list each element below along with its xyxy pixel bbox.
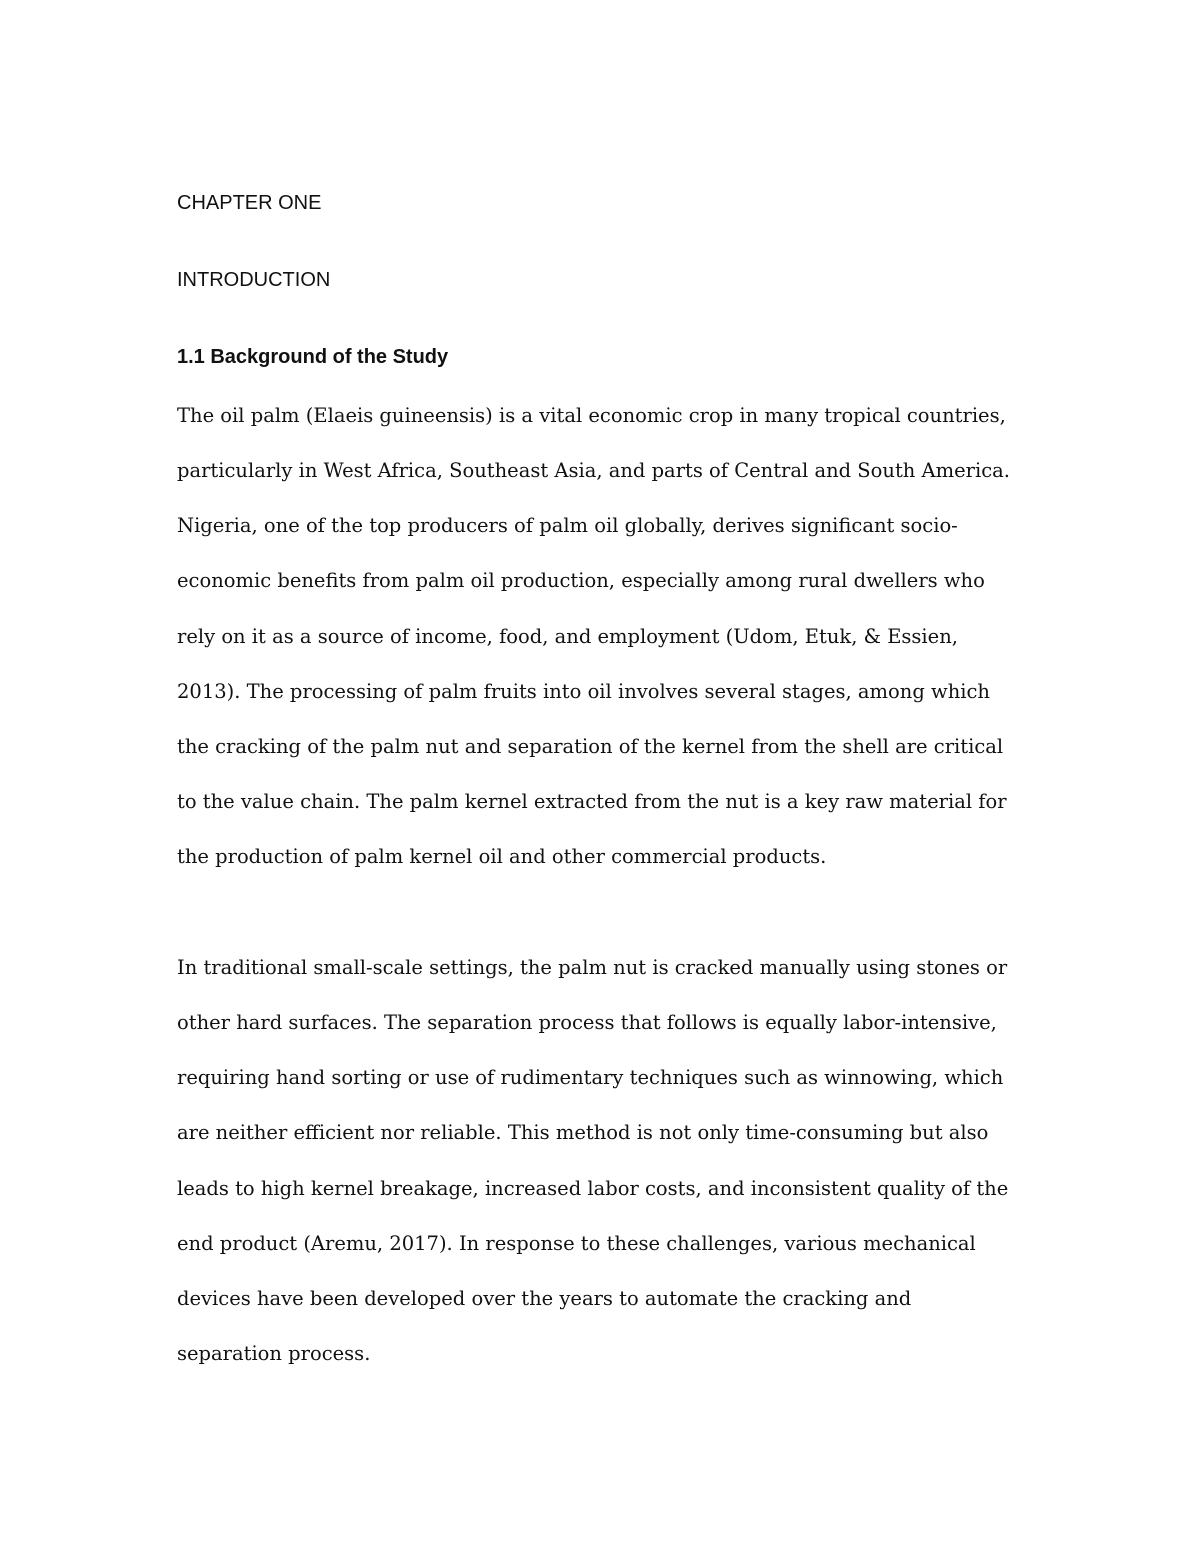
paragraph-1-line: economic benefits from palm oil production, especially among rural dwellers who	[177, 569, 985, 592]
paragraph-1-line: the production of palm kernel oil and other commercial products.	[177, 845, 827, 868]
chapter-title: CHAPTER ONE	[177, 192, 322, 214]
paragraph-2-line: end product (Aremu, 2017). In response to these challenges, various mechanical	[177, 1232, 976, 1255]
paragraph-2-line: In traditional small-scale settings, the palm nut is cracked manually using stones or	[177, 956, 1008, 979]
paragraph-2-line: leads to high kernel breakage, increased labor costs, and inconsistent quality of the	[177, 1177, 1009, 1200]
paragraph-2-line: are neither efficient nor reliable. This method is not only time-consuming but also	[177, 1121, 989, 1144]
section-title: 1.1 Background of the Study	[177, 346, 449, 368]
paragraph-1-line: Nigeria, one of the top producers of palm oil globally, derives significant socio-	[177, 514, 958, 537]
paragraph-2-line: requiring hand sorting or use of rudimentary techniques such as winnowing, which	[177, 1066, 1004, 1089]
introduction-title: INTRODUCTION	[177, 269, 331, 291]
paragraph-1-line: the cracking of the palm nut and separation of the kernel from the shell are critical	[177, 735, 1004, 758]
paragraph-1-line: 2013). The processing of palm fruits into oil involves several stages, among which	[177, 680, 990, 703]
paragraph-2-line: other hard surfaces. The separation process that follows is equally labor-intensive,	[177, 1011, 997, 1034]
paragraph-1-line: The oil palm (Elaeis guineensis) is a vital economic crop in many tropical countries,	[177, 404, 1006, 427]
paragraph-2-line: separation process.	[177, 1342, 371, 1365]
paragraph-1-line: particularly in West Africa, Southeast Asia, and parts of Central and South America.	[177, 459, 1010, 482]
paragraph-1-line: rely on it as a source of income, food, and employment (Udom, Etuk, & Essien,	[177, 625, 958, 648]
paragraph-2-line: devices have been developed over the years to automate the cracking and	[177, 1287, 912, 1310]
paragraph-1-line: to the value chain. The palm kernel extracted from the nut is a key raw material for	[177, 790, 1007, 813]
